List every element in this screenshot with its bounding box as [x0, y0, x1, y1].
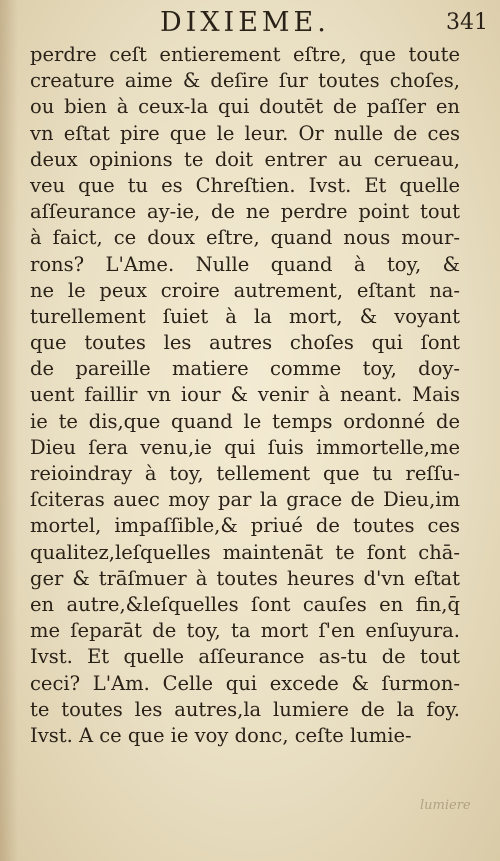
text-line: creature aime & deſire ſur toutes choſes,	[30, 69, 460, 93]
text-line: ſciteras auec moy par la grace de Dieu,im	[30, 488, 460, 512]
page-number: 341	[446, 10, 488, 35]
text-line: aſſeurance ay-ie, de ne perdre point tout	[30, 200, 460, 224]
text-line: que toutes les autres choſes qui ſont	[30, 331, 460, 355]
text-line: me ſeparāt de toy, ta mort ſ'en enſuyura.	[30, 619, 460, 643]
catchword-show-through: lumiere	[420, 798, 471, 813]
text-line: reioindray à toy, tellement que tu reſſu-	[30, 462, 460, 485]
text-line: vn eſtat pire que le leur. Or nulle de ces	[30, 121, 460, 145]
body-text	[30, 42, 460, 749]
text-line: deux opinions te doit entrer au cerueau,	[30, 147, 460, 171]
gutter-shadow	[0, 0, 18, 861]
text-line: ie te dis,que quand le temps ordonné de	[30, 409, 460, 433]
text-line: mortel, impaſſible,& priué de toutes ces	[30, 514, 460, 538]
page-header	[0, 6, 500, 40]
running-head: DIXIEME.	[160, 7, 330, 38]
text-line: veu que tu es Chreſtien. Ivst. Et quelle	[30, 173, 460, 197]
text-line: perdre ceſt entierement eſtre, que toute	[30, 43, 460, 66]
text-line: qualitez,leſquelles maintenāt te font chā-	[30, 540, 460, 564]
text-line: Ivst. A ce que ie voy donc, ceſte lumie-	[30, 723, 412, 747]
text-line: te toutes les autres,la lumiere de la foy.	[30, 697, 460, 721]
text-line: de pareille matiere comme toy, doy-	[30, 357, 460, 381]
text-line: turellement ſuiet à la mort, & voyant	[30, 304, 460, 328]
text-line: uent faillir vn iour & venir à neant. Mais	[30, 383, 460, 407]
text-line: ger & trāſmuer à toutes heures d'vn eſtat	[30, 566, 460, 590]
text-line: ou bien à ceux-la qui doutēt de paſſer en	[30, 95, 460, 119]
text-line: à faict, ce doux eſtre, quand nous mour-	[30, 226, 460, 250]
text-line: rons? L'Ame. Nulle quand à toy, &	[30, 252, 460, 276]
text-line: Ivst. Et quelle aſſeurance as-tu de tout	[30, 645, 460, 669]
text-line: ceci? L'Am. Celle qui excede & ſurmon-	[30, 671, 460, 695]
text-line: ne le peux croire autrement, eſtant na-	[30, 278, 460, 302]
text-line: en autre,&leſquelles ſont cauſes en fin,q̄	[30, 592, 460, 616]
text-line: Dieu ſera venu,ie qui ſuis immortelle,me	[30, 435, 460, 459]
